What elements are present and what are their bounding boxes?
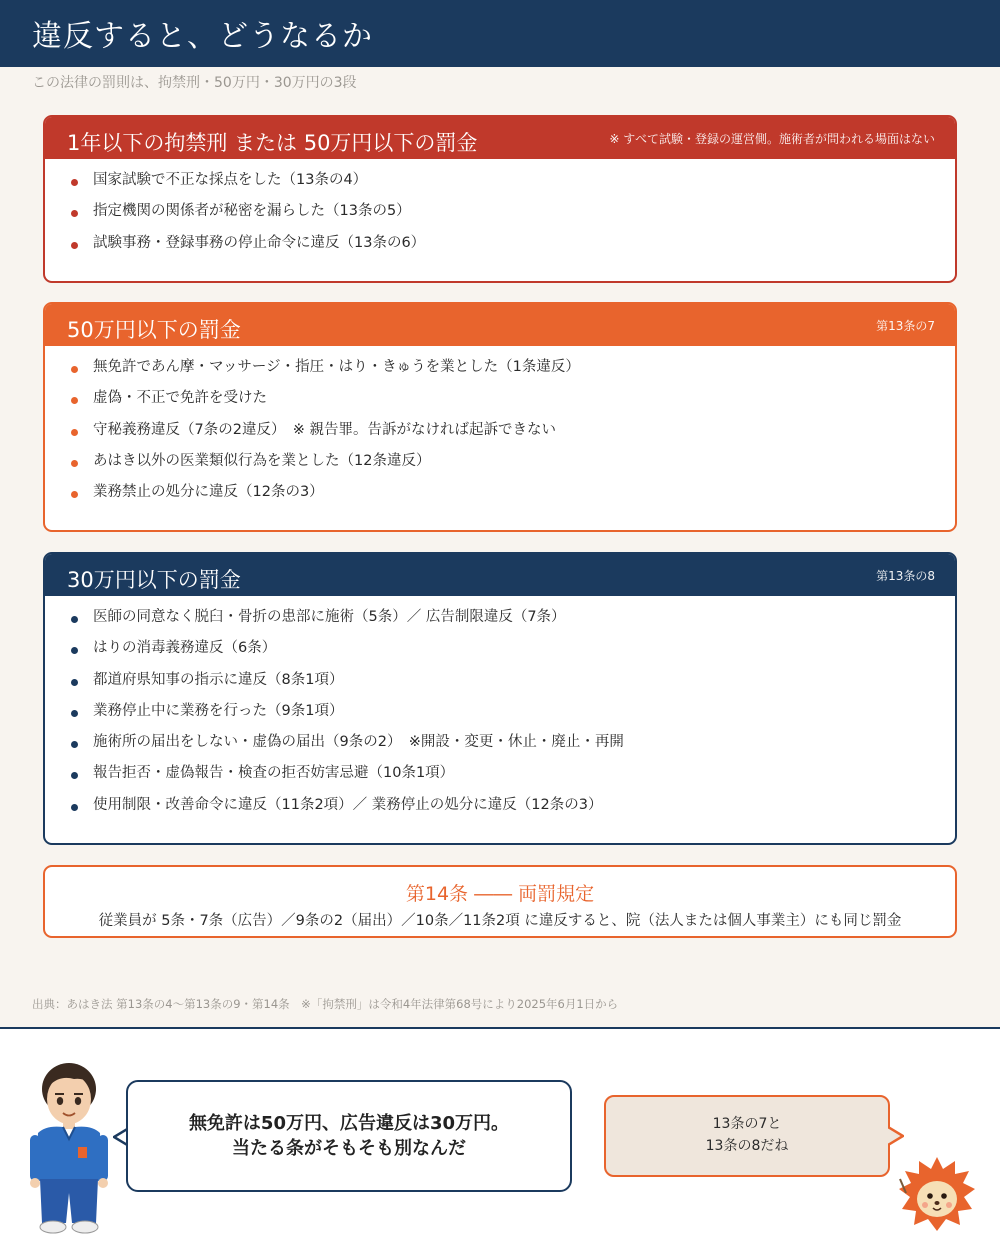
list-item bbox=[71, 354, 955, 385]
speech-line: 13条の7と bbox=[712, 1116, 782, 1133]
list-item bbox=[71, 604, 955, 635]
list-item bbox=[71, 448, 955, 479]
list-item-text: 使用制限・改善命令に違反（11条2項）／ 業務停止の処分に違反（12条の3） bbox=[93, 796, 603, 813]
card-title: 50万円以下の罰金 bbox=[67, 318, 241, 342]
list-item-text: 都道府県知事の指示に違反（8条1項） bbox=[93, 671, 344, 688]
bullet-icon bbox=[71, 647, 78, 654]
bullet-icon bbox=[71, 772, 78, 779]
list-item-text: 医師の同意なく脱臼・骨折の患部に施術（5条）／ 広告制限違反（7条） bbox=[93, 609, 566, 625]
bullet-icon bbox=[71, 741, 78, 748]
bullet-icon bbox=[71, 679, 78, 686]
page-header bbox=[0, 0, 1000, 67]
card-title: 1年以下の拘禁刑 または 50万円以下の罰金 bbox=[67, 131, 478, 155]
list-item-text: あはき以外の医業類似行為を業とした（12条違反） bbox=[93, 452, 431, 469]
card-note: 第13条の8 bbox=[876, 569, 935, 583]
bullet-icon bbox=[71, 210, 78, 217]
bullet-icon bbox=[71, 366, 78, 373]
hedgehog-speech-bubble bbox=[604, 1095, 890, 1177]
bullet-icon bbox=[71, 804, 78, 811]
list-item-text: はりの消毒義務違反（6条） bbox=[93, 640, 277, 657]
list-item bbox=[71, 198, 955, 229]
list-item-text: 報告拒否・虚偽報告・検査の拒否妨害忌避（10条1項） bbox=[93, 765, 455, 782]
list-item bbox=[71, 760, 955, 791]
dual-penalty-box bbox=[43, 865, 957, 938]
hedgehog-mascot-icon bbox=[898, 1155, 976, 1233]
bullet-icon bbox=[71, 179, 78, 186]
penalty-card-300k-fine bbox=[43, 552, 957, 845]
speech-line: 当たる条がそもそも別なんだ bbox=[232, 1138, 466, 1159]
bullet-icon bbox=[71, 397, 78, 404]
page-subtitle: この法律の罰則は、拘禁刑・50万円・30万円の3段 bbox=[32, 75, 357, 91]
bullet-icon bbox=[71, 710, 78, 717]
bullet-icon bbox=[71, 491, 78, 498]
list-item bbox=[71, 792, 955, 823]
list-item-text: 守秘義務違反（7条の2違反） ※ 親告罪。告訴がなければ起訴できない bbox=[93, 421, 556, 438]
list-item-text: 試験事務・登録事務の停止命令に違反（13条の6） bbox=[93, 234, 426, 251]
card-note: 第13条の7 bbox=[876, 319, 935, 333]
penalty-card-500k-fine bbox=[43, 302, 957, 532]
list-item-text: 業務禁止の処分に違反（12条の3） bbox=[93, 484, 324, 501]
source-citation: 出典：あはき法 第13条の4〜第13条の9・第14条 ※「拘禁刑」は令和4年法律第68号により2025年6月1日から bbox=[32, 997, 619, 1011]
list-item-text: 業務停止中に業務を行った（9条1項） bbox=[93, 702, 344, 719]
card-header bbox=[45, 304, 955, 346]
list-item-text: 無免許であん摩・マッサージ・指圧・はり・きゅうを業とした（1条違反） bbox=[93, 359, 580, 375]
speech-line: 無免許は50万円、広告違反は30万円。 bbox=[188, 1112, 510, 1134]
list-item bbox=[71, 698, 955, 729]
card-title: 30万円以下の罰金 bbox=[67, 568, 241, 592]
list-item-text: 指定機関の関係者が秘密を漏らした（13条の5） bbox=[93, 203, 411, 220]
list-item bbox=[71, 230, 955, 261]
card-header bbox=[45, 554, 955, 596]
list-item bbox=[71, 385, 955, 416]
list-item bbox=[71, 167, 955, 198]
speech-bubble-tail-icon bbox=[888, 1126, 904, 1146]
list-item-text: 国家試験で不正な採点をした（13条の4） bbox=[93, 172, 368, 188]
penalty-card-imprisonment bbox=[43, 115, 957, 283]
violation-list bbox=[45, 346, 955, 510]
bullet-icon bbox=[71, 429, 78, 436]
violation-list bbox=[45, 596, 955, 823]
page-title: 違反すると、どうなるか bbox=[32, 19, 373, 54]
list-item-text: 虚偽・不正で免許を受けた bbox=[93, 390, 267, 407]
list-item bbox=[71, 417, 955, 448]
dual-penalty-title: 第14条 ―― 両罰規定 bbox=[405, 883, 595, 905]
card-note: ※ すべて試験・登録の運営側。施術者が問われる場面はない bbox=[609, 132, 935, 146]
card-header bbox=[45, 117, 955, 159]
violation-list bbox=[45, 159, 955, 261]
dual-penalty-description: 従業員が 5条・7条（広告）／9条の2（届出）／10条／11条2項 に違反すると、院（法人または個人事業主）にも同じ罰金 bbox=[98, 913, 902, 929]
therapist-character-icon bbox=[26, 1059, 112, 1237]
list-item-text: 施術所の届出をしない・虚偽の届出（9条の2） ※開設・変更・休止・廃止・再開 bbox=[93, 734, 624, 751]
list-item bbox=[71, 635, 955, 666]
list-item bbox=[71, 479, 955, 510]
bullet-icon bbox=[71, 460, 78, 467]
bullet-icon bbox=[71, 616, 78, 623]
list-item bbox=[71, 729, 955, 760]
speech-line: 13条の8だね bbox=[705, 1138, 789, 1154]
list-item bbox=[71, 667, 955, 698]
bullet-icon bbox=[71, 242, 78, 249]
therapist-speech-bubble bbox=[126, 1080, 572, 1192]
